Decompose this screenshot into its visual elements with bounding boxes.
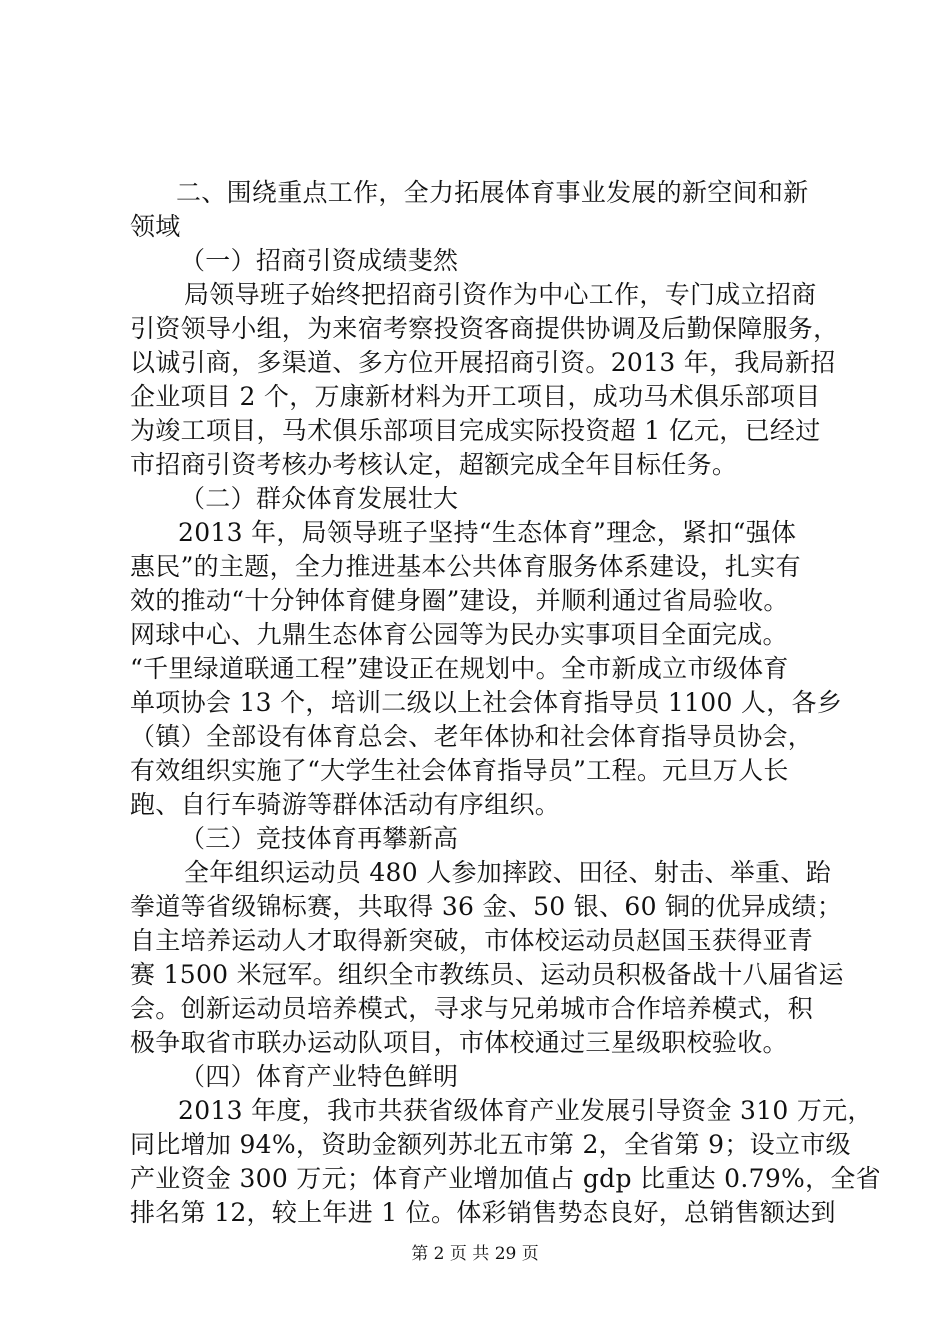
paragraph-line: 市招商引资考核办考核认定，超额完成全年目标任务。	[130, 450, 738, 479]
paragraph-line: 惠民”的主题，全力推进基本公共体育服务体系建设，扎实有	[130, 552, 801, 581]
subheading-competitive-sports: （三）竞技体育再攀新高	[180, 824, 459, 853]
paragraph-line: 会。创新运动员培养模式，寻求与兄弟城市合作培养模式，积	[130, 994, 814, 1023]
paragraph-line: 自主培养运动人才取得新突破，市体校运动员赵国玉获得亚青	[130, 926, 814, 955]
subheading-mass-sports: （二）群众体育发展壮大	[180, 484, 459, 513]
section-heading: 二、围绕重点工作，全力拓展体育事业发展的新空间和新	[176, 178, 809, 207]
page-footer: 第 2 页 共 29 页	[411, 1244, 539, 1264]
paragraph-line: 赛 1500 米冠军。组织全市教练员、运动员积极备战十八届省运	[130, 960, 844, 989]
paragraph-line: 效的推动“十分钟体育健身圈”建设，并顺利通过省局验收。	[130, 586, 789, 615]
paragraph-line: 企业项目 2 个，万康新材料为开工项目，成功马术俱乐部项目	[130, 382, 821, 411]
paragraph-line: “千里绿道联通工程”建设正在规划中。全市新成立市级体育	[130, 654, 789, 683]
subheading-investment: （一）招商引资成绩斐然	[180, 246, 459, 275]
paragraph-line: 极争取省市联办运动队项目，市体校通过三星级职校验收。	[130, 1028, 788, 1057]
paragraph-line: 全年组织运动员 480 人参加摔跤、田径、射击、举重、跆	[184, 858, 832, 887]
paragraph-line: 产业资金 300 万元；体育产业增加值占 gdp 比重达 0.79%，全省	[130, 1164, 881, 1193]
section-heading-continued: 领域	[130, 212, 181, 241]
paragraph-line: 2013 年，局领导班子坚持“生态体育”理念，紧扣“强体	[178, 518, 797, 547]
paragraph-line: 引资领导小组，为来宿考察投资客商提供协调及后勤保障服务，	[130, 314, 839, 343]
paragraph-line: 网球中心、九鼎生态体育公园等为民办实事项目全面完成。	[130, 620, 788, 649]
paragraph-line: 排名第 12，较上年进 1 位。体彩销售势态良好，总销售额达到	[130, 1198, 836, 1227]
paragraph-line: 单项协会 13 个，培训二级以上社会体育指导员 1100 人，各乡	[130, 688, 843, 717]
paragraph-line: 以诚引商，多渠道、多方位开展招商引资。2013 年，我局新招	[130, 348, 836, 377]
paragraph-line: 局领导班子始终把招商引资作为中心工作，专门成立招商	[184, 280, 817, 309]
paragraph-line: 有效组织实施了“大学生社会体育指导员”工程。元旦万人长	[130, 756, 789, 785]
paragraph-line: 同比增加 94%，资助金额列苏北五市第 2，全省第 9；设立市级	[130, 1130, 851, 1159]
paragraph-line: （镇）全部设有体育总会、老年体协和社会体育指导员协会，	[130, 722, 814, 751]
paragraph-line: 拳道等省级锦标赛，共取得 36 金、50 银、60 铜的优异成绩；	[130, 892, 843, 921]
paragraph-line: 2013 年度，我市共获省级体育产业发展引导资金 310 万元，	[178, 1096, 873, 1125]
paragraph-line: 为竣工项目，马术俱乐部项目完成实际投资超 1 亿元，已经过	[130, 416, 821, 445]
subheading-sports-industry: （四）体育产业特色鲜明	[180, 1062, 459, 1091]
paragraph-line: 跑、自行车骑游等群体活动有序组织。	[130, 790, 561, 819]
